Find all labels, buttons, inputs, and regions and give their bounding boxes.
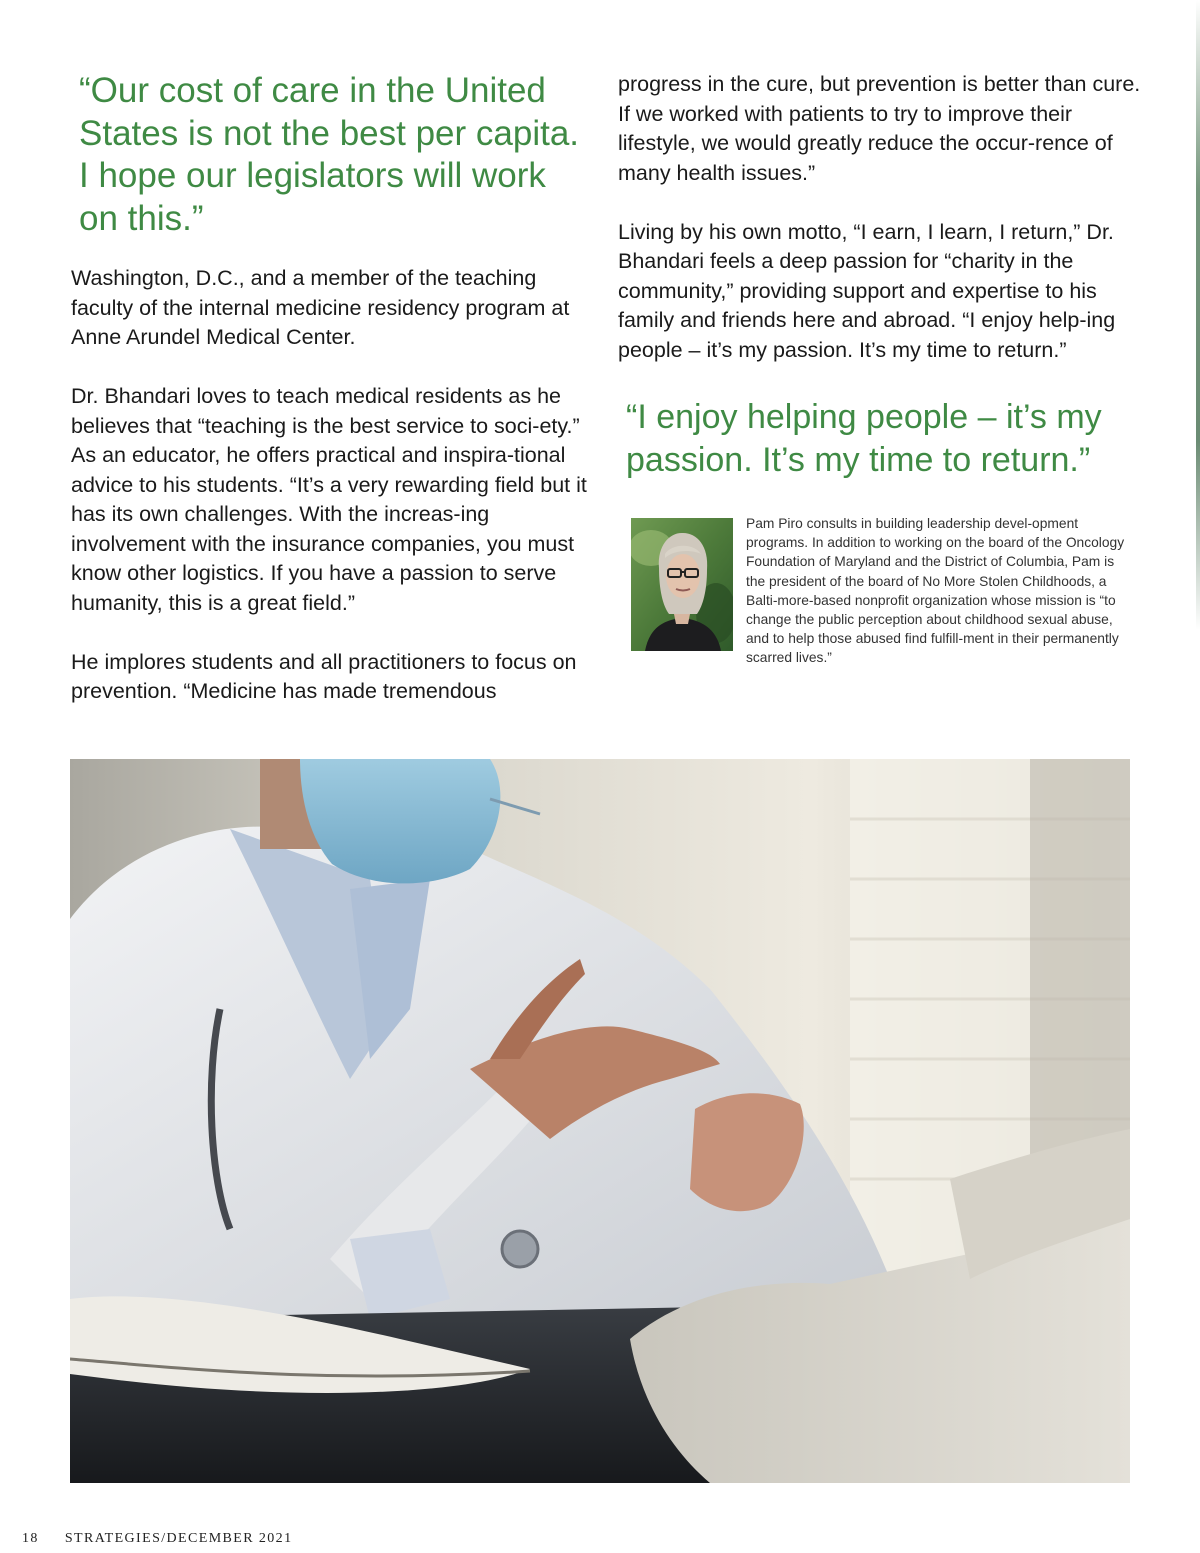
article-column-left xyxy=(71,264,596,707)
author-headshot-photo xyxy=(631,518,733,651)
body-paragraph: He implores students and all practitioners to focus on prevention. “Medicine has made tremendous xyxy=(71,649,577,703)
article-column-right xyxy=(618,70,1148,365)
author-bio: Pam Piro consults in building leadership devel-opment programs. In addition to working on the board of the Oncology Foundation of Maryland and the District of Columbia, Pam is the president of the board of No More Stolen Childhoods, a Balti-more-based nonprofit organization whose mission is “to change the public perception about childhood sexual abuse, and to help those abused find fulfill-ment in their permanently scarred lives.” xyxy=(746,516,1125,666)
body-paragraph: Washington, D.C., and a member of the teaching faculty of the internal medicine residency program at Anne Arundel Medical Center. xyxy=(71,266,570,349)
body-paragraph: Living by his own motto, “I earn, I learn, I return,” Dr. Bhandari feels a deep passion for “charity in the community,” providing support and expertise to his family and friends here and abroad. “I enjoy help-ing people – it’s my passion. It’s my time to return.” xyxy=(618,219,1116,362)
doctor-consultation-photo xyxy=(70,759,1130,1483)
page-number: 18 xyxy=(22,1531,39,1546)
publication-issue: STRATEGIES/DECEMBER 2021 xyxy=(64,1531,293,1546)
page-edge-mark xyxy=(1196,0,1200,630)
body-paragraph: Dr. Bhandari loves to teach medical residents as he believes that “teaching is the best service to soci-ety.” As an educator, he offers practical and inspira-tional advice to his students. “It’s a very rewarding field but it has its own challenges. With the increas-ing involvement with the insurance companies, you must know other logistics. If you have a passion to serve humanity, this is a great field.” xyxy=(71,384,587,615)
pull-quote-right: “I enjoy helping people – it’s my passion. It’s my time to return.” xyxy=(626,398,1102,479)
page-footer xyxy=(22,1531,292,1547)
body-paragraph: progress in the cure, but prevention is better than cure. If we worked with patients to try to improve their lifestyle, we would greatly reduce the occur-rence of many health issues.” xyxy=(618,72,1141,185)
pull-quote-left: “Our cost of care in the United States is not the best per capita. I hope our legislators will work on this.” xyxy=(79,71,580,238)
